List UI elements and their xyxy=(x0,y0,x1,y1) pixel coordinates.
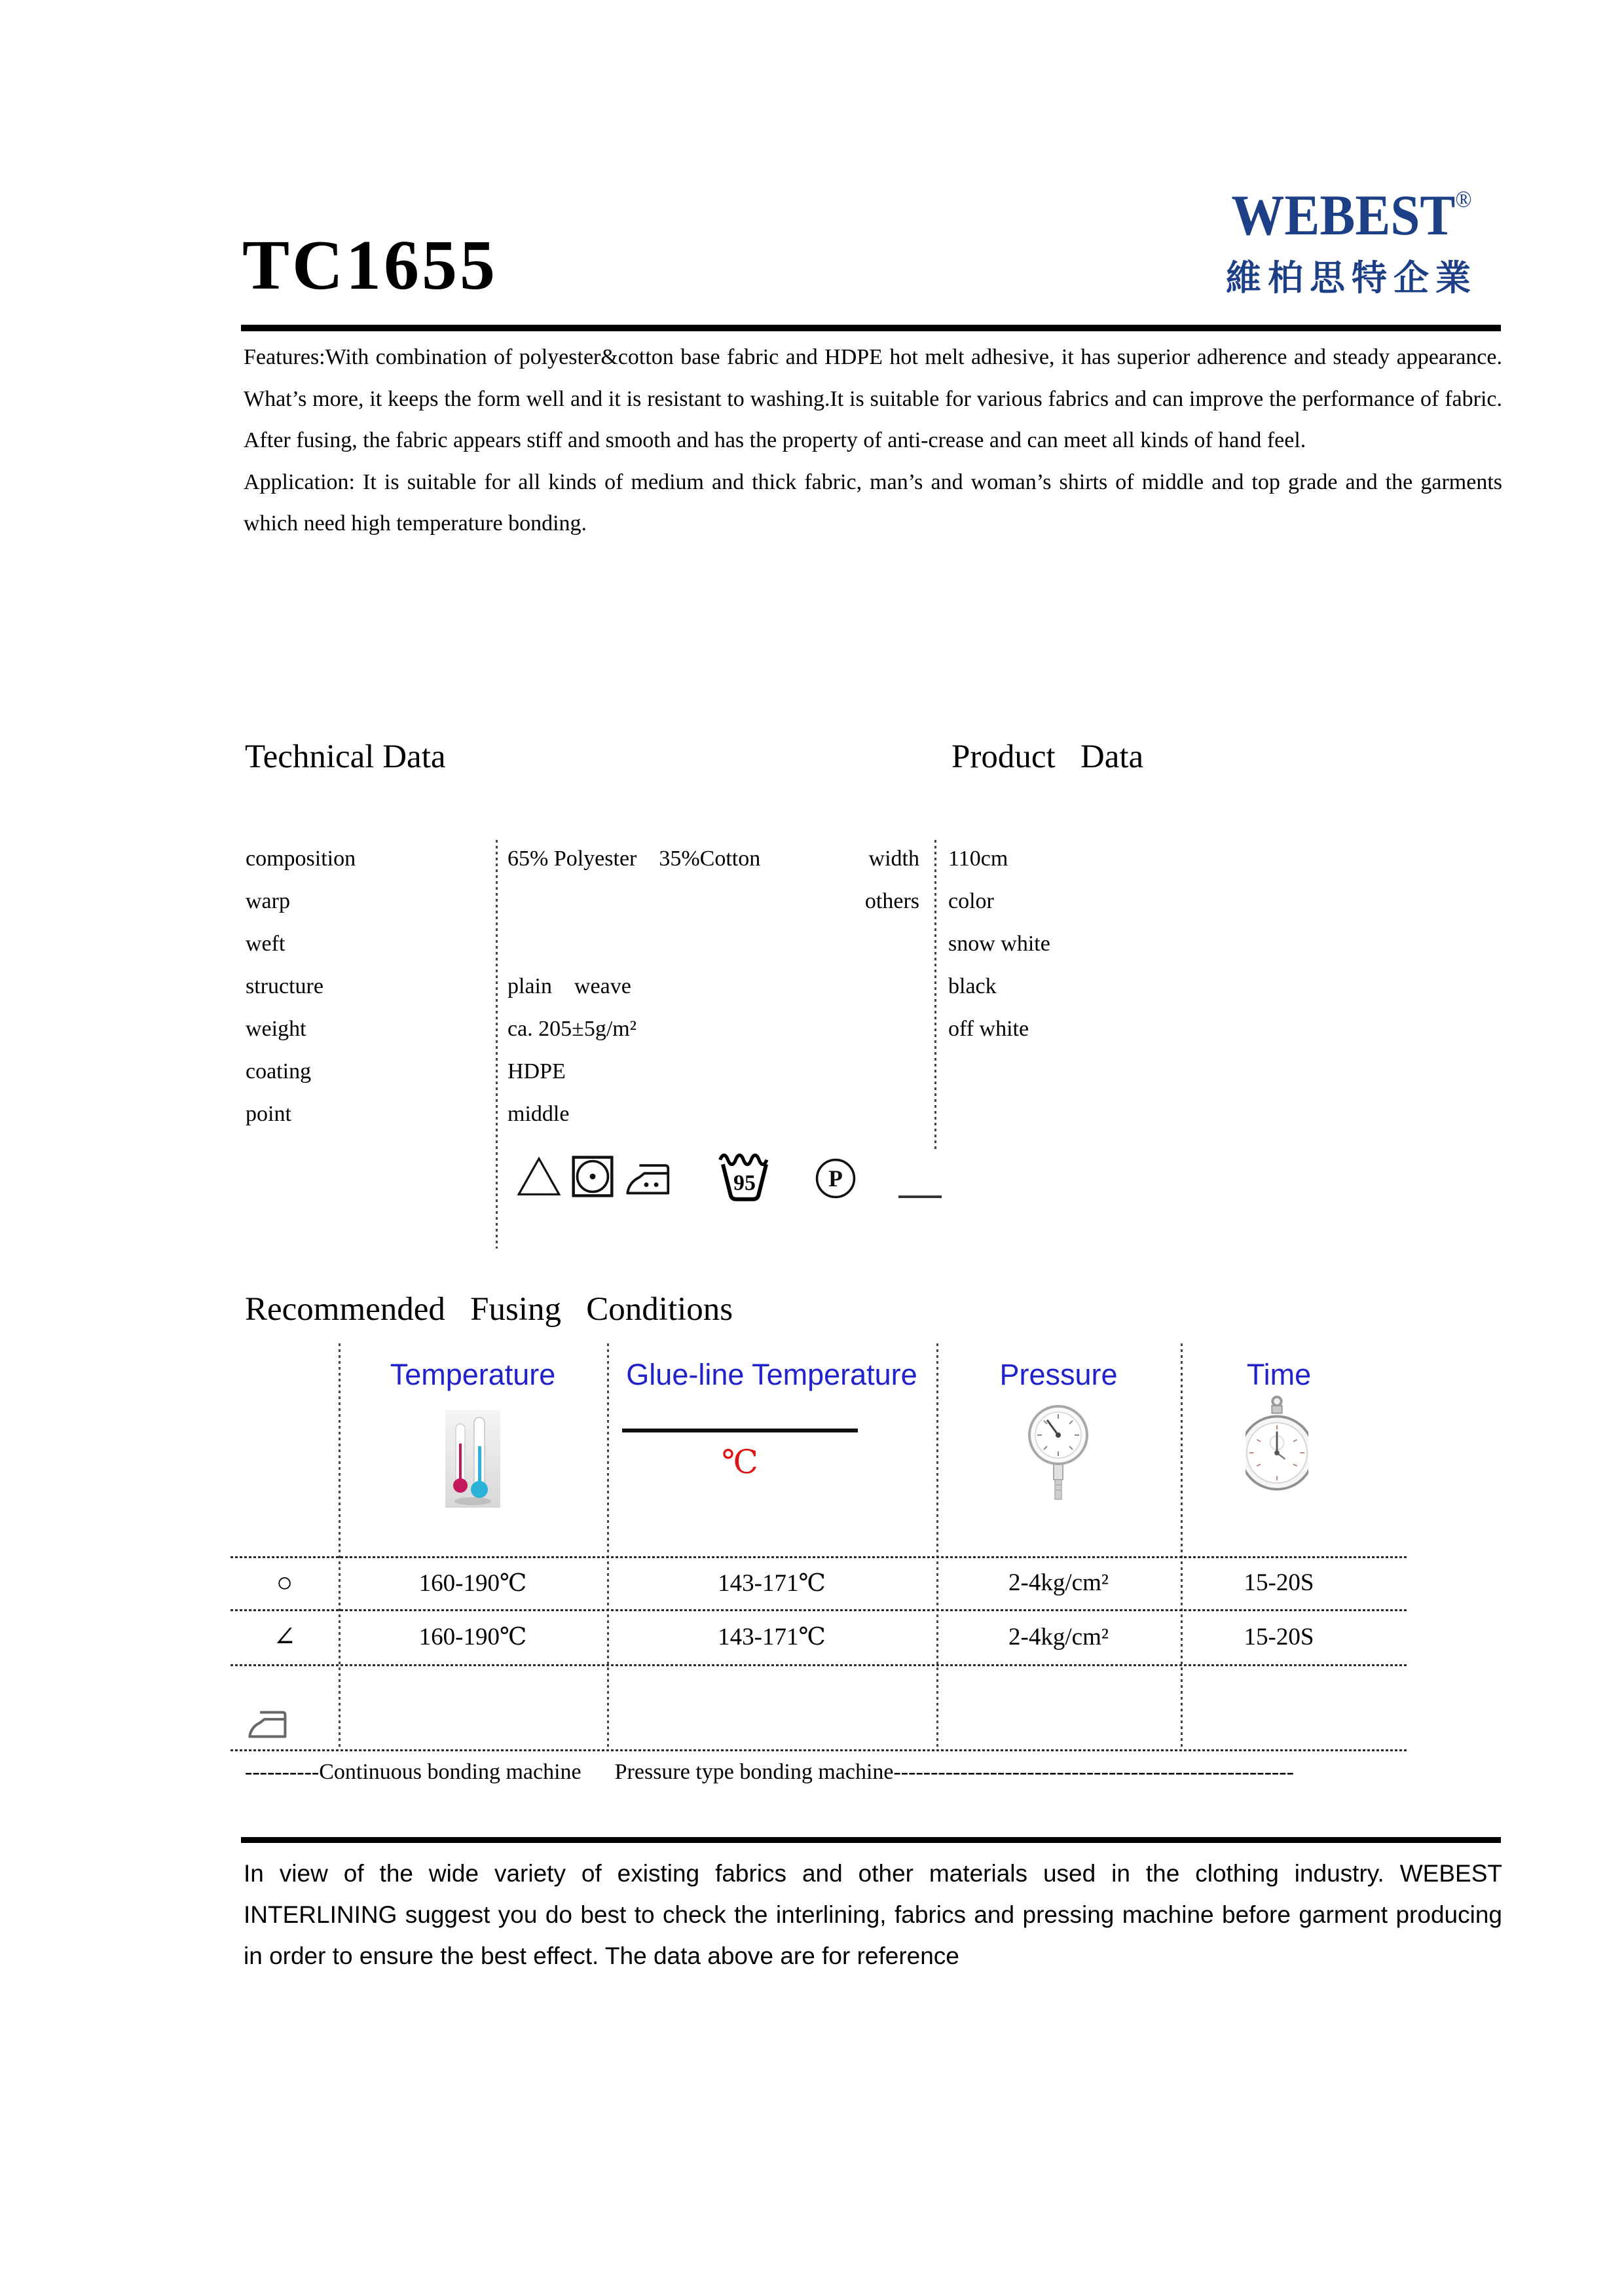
tech-value-weight: ca. 205±5g/m² xyxy=(507,1017,637,1041)
thermometer-icon xyxy=(445,1409,500,1512)
header-divider xyxy=(241,325,1501,331)
iron-icon xyxy=(246,1705,289,1745)
column-header-glue-line: Glue-line Temperature xyxy=(626,1358,917,1391)
tech-value-coating: HDPE xyxy=(507,1059,566,1084)
wash-95-icon xyxy=(712,1151,777,1202)
product-width-label: width xyxy=(868,847,919,871)
tech-value-point: middle xyxy=(507,1102,570,1126)
tech-label-coating: coating xyxy=(246,1059,312,1084)
product-color-option: off white xyxy=(948,1017,1029,1041)
column-header-time: Time xyxy=(1246,1358,1312,1391)
time-value: 15-20S xyxy=(1244,1569,1314,1596)
tech-label-composition: composition xyxy=(246,847,356,871)
tech-table-divider-2 xyxy=(934,840,936,1152)
footer-divider xyxy=(241,1837,1501,1843)
product-color-option: snow white xyxy=(948,932,1050,956)
features-paragraph: Features:With combination of polyester&cotton base fabric and HDPE hot melt adhesive, it has superior adherence and steady appearance. What’s more, it keeps the form well and it is resistant to washing.It is suitable for various fabrics and can improve the performance of fabric. After fusing, the fabric appears stiff and smooth and has the property of anti-crease and can meet all kinds of hand feel. xyxy=(244,345,1502,452)
fusing-row-divider xyxy=(231,1749,1408,1751)
brand-name-chinese: 維柏思特企業 xyxy=(1226,259,1477,298)
time-value: 15-20S xyxy=(1244,1623,1314,1650)
product-others-label: others xyxy=(864,889,919,913)
fusing-row-symbol-circle: ○ xyxy=(276,1567,293,1598)
plain-line-icon xyxy=(898,1195,942,1198)
page-title: TC1655 xyxy=(242,227,498,304)
celsius-unit: ℃ xyxy=(722,1444,758,1480)
intro-section xyxy=(244,337,1502,545)
product-color-label: color xyxy=(948,889,994,913)
dry-clean-p-icon xyxy=(815,1157,857,1199)
fusing-col-divider xyxy=(936,1343,938,1749)
glue-line-icon xyxy=(622,1429,858,1432)
fusing-table xyxy=(231,1343,1409,1752)
disclaimer-paragraph: In view of the wide variety of existing fabrics and other materials used in the clothing industry. WEBEST INTERLINING suggest you do best to check the interlining, fabrics and pressing machine before garment producing in order to ensure the best effect. The data above are for reference xyxy=(244,1860,1502,1969)
tech-label-point: point xyxy=(246,1102,291,1126)
tech-label-weft: weft xyxy=(246,932,286,956)
application-paragraph: Application: It is suitable for all kinds of medium and thick fabric, man’s and woman’s shirts of middle and top grade and the garments which need high temperature bonding. xyxy=(244,469,1502,536)
fusing-col-divider xyxy=(607,1343,609,1749)
tech-value-structure: plain weave xyxy=(507,974,631,998)
pressure-gauge-icon xyxy=(1027,1396,1090,1510)
glue-line-value: 143-171℃ xyxy=(718,1624,826,1650)
pressure-value: 2-4kg/cm² xyxy=(1008,1623,1109,1650)
column-header-temperature: Temperature xyxy=(390,1358,556,1391)
tumble-dry-icon xyxy=(571,1155,614,1198)
tech-value-composition: 65% Polyester 35%Cotton xyxy=(507,847,761,871)
product-data-heading: Product Data xyxy=(951,738,1144,775)
temperature-value: 160-190℃ xyxy=(418,1569,527,1597)
tech-label-warp: warp xyxy=(246,889,290,913)
product-color-option: black xyxy=(948,974,997,998)
fusing-row-divider xyxy=(231,1664,1408,1666)
fusing-conditions-heading: Recommended Fusing Conditions xyxy=(245,1291,733,1328)
product-width-value: 110cm xyxy=(948,847,1008,871)
iron-two-dots-icon xyxy=(623,1157,673,1198)
tech-label-weight: weight xyxy=(246,1017,306,1041)
fusing-col-divider xyxy=(1181,1343,1183,1749)
pressure-value: 2-4kg/cm² xyxy=(1008,1569,1109,1596)
brand-logo-wordmark xyxy=(1230,184,1473,247)
bonding-machines-caption: ----------Continuous bonding machine Pressure type bonding machine------------------------------------------------------ xyxy=(245,1760,1294,1784)
temperature-value: 160-190℃ xyxy=(418,1624,527,1650)
dry-clean-letter: P xyxy=(828,1165,843,1192)
fusing-col-divider xyxy=(339,1343,341,1749)
stopwatch-icon xyxy=(1246,1394,1308,1503)
bleach-triangle-icon xyxy=(516,1155,562,1198)
fusing-row-symbol-angle: ∠ xyxy=(272,1622,297,1652)
brand-logo xyxy=(1219,184,1484,301)
registered-trademark-icon: ® xyxy=(1455,186,1472,212)
brand-name: WEBEST xyxy=(1231,184,1456,247)
glue-line-value: 143-171℃ xyxy=(718,1569,826,1597)
tech-table-divider-1 xyxy=(496,840,498,1248)
tech-label-structure: structure xyxy=(246,974,323,998)
column-header-pressure: Pressure xyxy=(999,1358,1118,1391)
technical-data-heading: Technical Data xyxy=(245,738,446,775)
wash-temp-label: 95 xyxy=(733,1171,756,1195)
